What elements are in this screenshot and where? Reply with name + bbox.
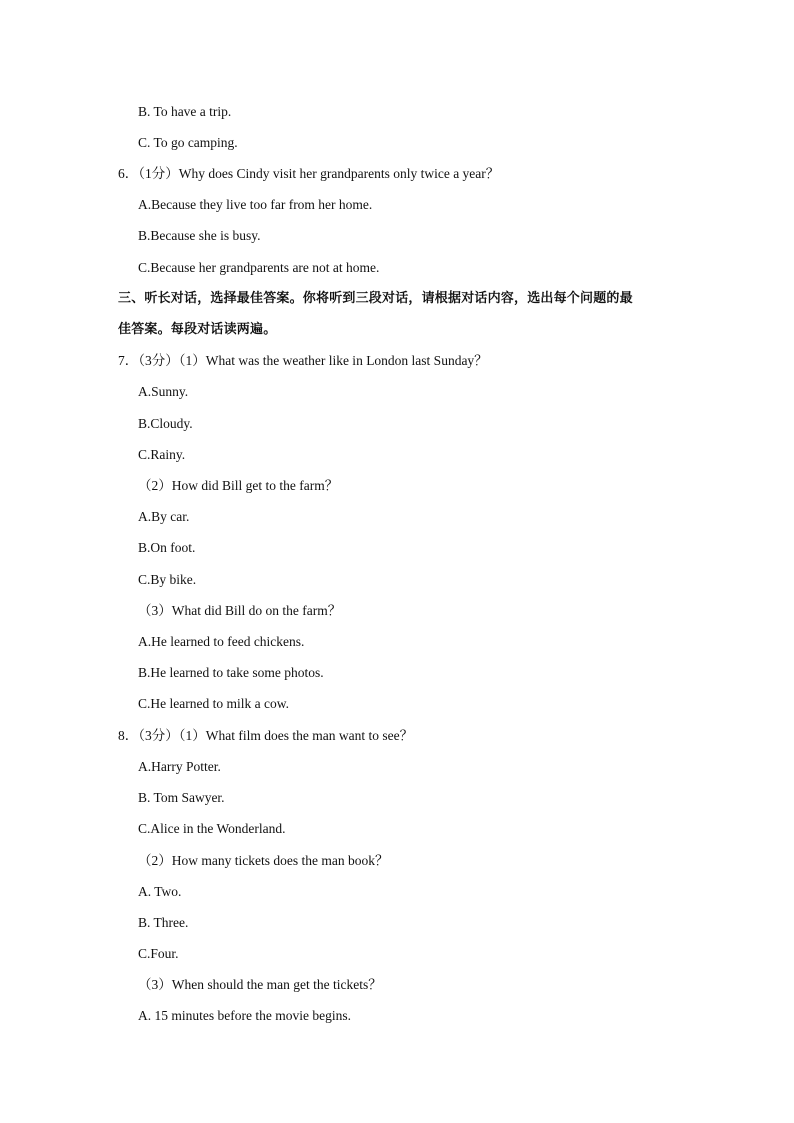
option-5c: C. To go camping.: [138, 135, 238, 150]
option-6a: A.Because they live too far from her home.: [138, 197, 373, 212]
option-7-1b: B.Cloudy.: [138, 416, 193, 431]
question-7-3: （3）What did Bill do on the farm？: [138, 603, 342, 618]
option-7-3a: A.He learned to feed chickens.: [138, 634, 305, 649]
question-7-2: （2）How did Bill get to the farm？: [138, 478, 339, 493]
question-8-2: （2）How many tickets does the man book？: [138, 853, 389, 868]
question-8-1: 8．（3分）（1）What film does the man want to see？: [118, 728, 414, 743]
option-8-2a: A. Two.: [138, 884, 182, 899]
option-5b: B. To have a trip.: [138, 104, 232, 119]
option-7-2a: A.By car.: [138, 509, 190, 524]
option-7-3c: C.He learned to milk a cow.: [138, 696, 289, 711]
option-8-2c: C.Four.: [138, 946, 179, 961]
question-8-3: （3）When should the man get the tickets？: [138, 977, 382, 992]
option-8-1a: A.Harry Potter.: [138, 759, 221, 774]
section-heading-line-2: 佳答案。每段对话读两遍。: [118, 322, 277, 337]
option-6c: C.Because her grandparents are not at home.: [138, 260, 380, 275]
option-8-1c: C.Alice in the Wonderland.: [138, 821, 286, 836]
section-heading-line-1: 三、听长对话，选择最佳答案。你将听到三段对话，请根据对话内容，选出每个问题的最: [118, 291, 633, 306]
option-8-2b: B. Three.: [138, 915, 189, 930]
option-7-1a: A.Sunny.: [138, 384, 189, 399]
question-6: 6．（1分）Why does Cindy visit her grandparents only twice a year？: [118, 166, 500, 181]
option-6b: B.Because she is busy.: [138, 228, 261, 243]
option-7-3b: B.He learned to take some photos.: [138, 665, 324, 680]
option-8-1b: B. Tom Sawyer.: [138, 790, 225, 805]
option-8-3a: A. 15 minutes before the movie begins.: [138, 1008, 351, 1023]
question-7-1: 7．（3分）（1）What was the weather like in London last Sunday？: [118, 353, 488, 368]
option-7-2c: C.By bike.: [138, 572, 197, 587]
option-7-2b: B.On foot.: [138, 540, 196, 555]
option-7-1c: C.Rainy.: [138, 447, 186, 462]
